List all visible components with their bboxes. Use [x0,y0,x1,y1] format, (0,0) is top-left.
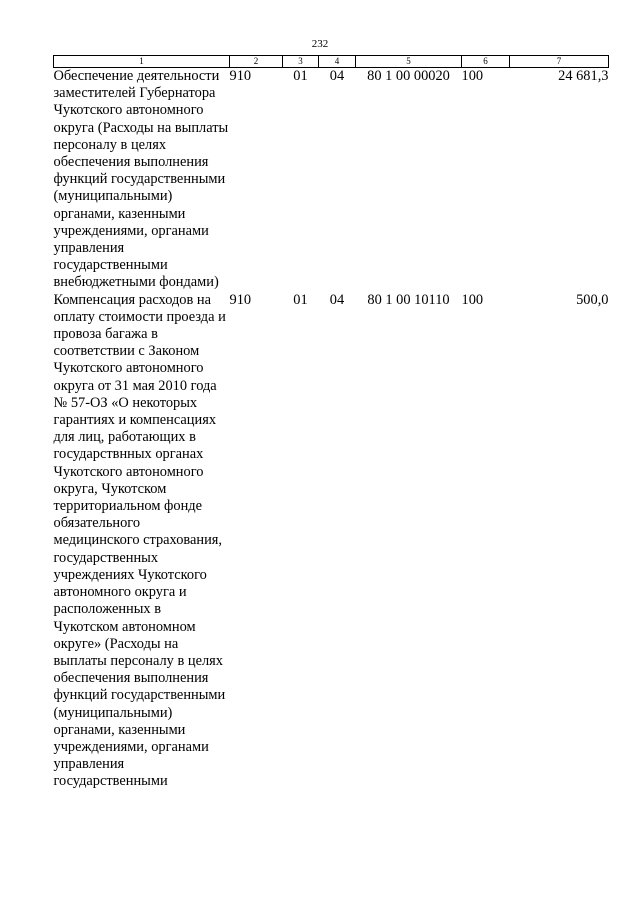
table-header [54,56,609,68]
column-number-row [54,56,609,68]
row-ministry-code: 910 [229,68,252,84]
row-target-article-code: 80 1 00 00020 [367,68,450,84]
row-name: Компенсация расходов на оплату стоимости проезда и провоза багажа в соответствии с Законом Чукотского автономного округа от 31 мая 2010 года № 57-ОЗ «О некоторых гарантиях и компенсациях для лиц, работающих в государствнных органах Чукотского автономного округа, Чукотском территориальном фонде обязательного медицинского страхования, государственных учреждениях Чукотского автономного округа и расположенных в Чукотском автономном округе» (Расходы на выплаты персоналу в целях обеспечения выполнения функций государственными (муниципальными) органами, казенными учреждениями, органами управления государственными [53,291,226,790]
column-number-2: 2 [230,56,283,68]
row-amount: 500,0 [576,291,609,308]
row-expense-type-code: 100 [461,68,484,84]
row-name: Обеспечение деятельности заместителей Губернатора Чукотского автономного округа (Расходы на выплаты персоналу в целях обеспечения выполнения функций государственными (муниципальными) органами, казенными учреждениями, органами управления государственными внебюджетными фондами) [53,68,229,291]
table-row [54,292,609,791]
row-section-code: 01 [293,291,308,308]
column-number-5: 5 [356,56,462,68]
row-subsection-code: 04 [329,291,345,308]
table-row [54,68,609,292]
row-target-article-code: 80 1 00 10110 [367,291,450,308]
row-section-code: 01 [293,68,308,84]
row-expense-type-code: 100 [461,291,484,308]
column-number-3: 3 [283,56,319,68]
column-number-7: 7 [510,56,609,68]
row-ministry-code: 910 [229,291,252,308]
column-number-6: 6 [462,56,510,68]
row-amount: 24 681,3 [558,68,609,84]
page-number: 232 [311,38,329,50]
column-number-4: 4 [319,56,356,68]
budget-table [53,55,609,791]
row-subsection-code: 04 [329,68,345,84]
column-number-1: 1 [54,56,230,68]
